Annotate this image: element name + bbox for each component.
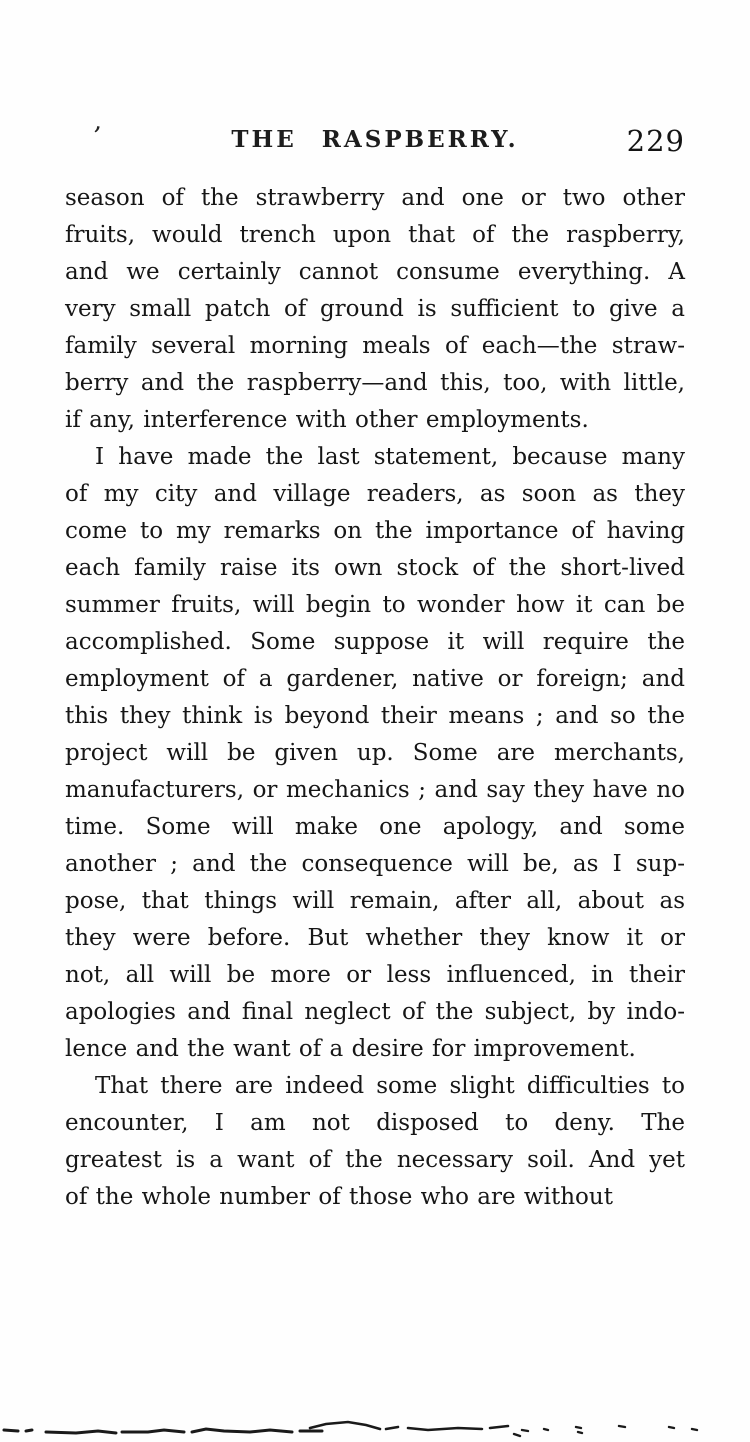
text-line: summer fruits, will begin to wonder how it can be [65, 592, 685, 618]
paragraph [65, 439, 685, 1068]
text-line: this they think is beyond their means ; and so the [65, 703, 685, 729]
text-line: and we certainly cannot consume everything. A [65, 259, 685, 285]
text-line: of the whole number of those who are without [65, 1184, 613, 1210]
paragraph [65, 1068, 685, 1216]
text-line: project will be given up. Some are merchants, [65, 740, 685, 766]
text-line: fruits, would trench upon that of the raspberry, [65, 222, 685, 248]
text-line: come to my remarks on the importance of having [65, 518, 685, 544]
text-line: accomplished. Some suppose it will require the [65, 629, 685, 655]
page-edge-scan-artifact [0, 1414, 750, 1440]
text-line: employment of a gardener, native or foreign; and [65, 666, 685, 692]
running-head [65, 126, 685, 160]
text-line: manufacturers, or mechanics ; and say they have no [65, 777, 685, 803]
paragraph [65, 180, 685, 439]
text-line: lence and the want of a desire for improvement. [65, 1036, 636, 1062]
text-line: season of the strawberry and one or two other [65, 185, 685, 211]
text-line: pose, that things will remain, after all, about as [65, 888, 685, 914]
stray-ink-mark: ’ [89, 121, 103, 153]
text-line: of my city and village readers, as soon as they [65, 481, 685, 507]
body-text [65, 180, 685, 1216]
page-title: THE RASPBERRY. [231, 126, 519, 153]
text-line: time. Some will make one apology, and some [65, 814, 685, 840]
text-line: not, all will be more or less influenced, in their [65, 962, 685, 988]
text-line: I have made the last statement, because many [95, 444, 685, 470]
text-line: encounter, I am not disposed to deny. The [65, 1110, 685, 1136]
text-line: they were before. But whether they know it or [65, 925, 685, 951]
text-line: berry and the raspberry—and this, too, with little, [65, 370, 685, 396]
page-number: 229 [626, 124, 685, 158]
text-line: each family raise its own stock of the short-lived [65, 555, 685, 581]
text-line: family several morning meals of each—the straw- [65, 333, 685, 359]
text-line: That there are indeed some slight difficulties to [95, 1073, 685, 1099]
text-line: apologies and final neglect of the subject, by indo- [65, 999, 685, 1025]
text-line: if any, interference with other employments. [65, 407, 589, 433]
text-line: another ; and the consequence will be, as I sup- [65, 851, 685, 877]
text-line: greatest is a want of the necessary soil. And yet [65, 1147, 685, 1173]
text-line: very small patch of ground is sufficient to give a [65, 296, 685, 322]
